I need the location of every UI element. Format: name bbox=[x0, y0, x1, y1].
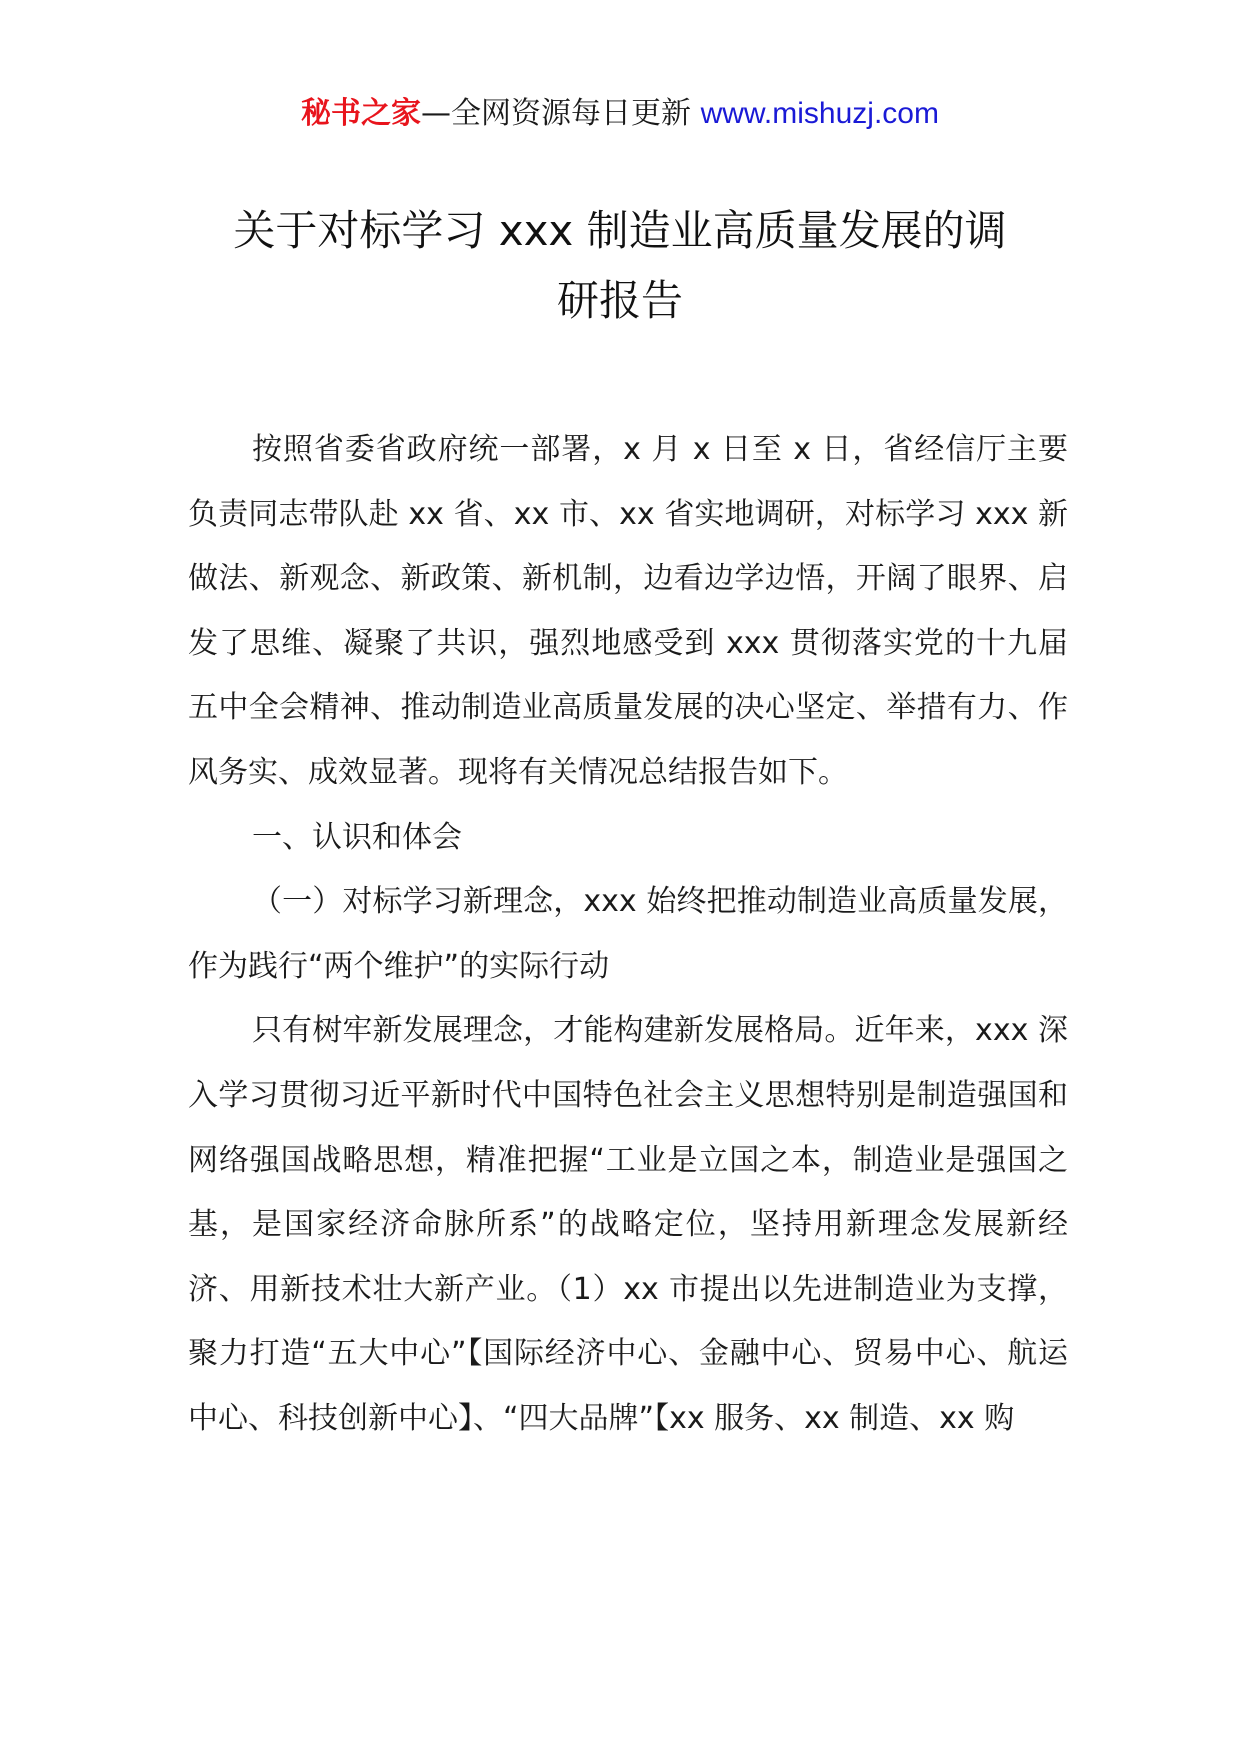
body-paragraph: 只有树牢新发展理念，才能构建新发展格局。近年来，xxx 深入学习贯彻习近平新时代中国特色社会主义思想特别是制造强国和网络强国战略思想，精准把握“工业是立国之本，制造业是强国之基，是国家经济命脉所系”的战略定位，坚持用新理念发展新经济、用新技术壮大新产业。（1）xx 市提出以先进制造业为支撑，聚力打造“五大中心”【国际经济中心、金融中心、贸易中心、航运中心、科技创新中心】、“四大品牌”【xx 服务、xx 制造、xx 购 bbox=[188, 1013, 1068, 1436]
brand-name: 秘书之家 bbox=[301, 96, 422, 131]
document-body bbox=[188, 418, 1068, 1452]
header-tagline: —全网资源每日更新 bbox=[421, 96, 701, 131]
intro-paragraph: 按照省委省政府统一部署，x 月 x 日至 x 日，省经信厅主要负责同志带队赴 xx 省、xx 市、xx 省实地调研，对标学习 xxx 新做法、新观念、新政策、新机制，边看边学边悟，开阔了眼界、启发了思维、凝聚了共识，强烈地感受到 xxx 贯彻落实党的十九届五中全会精神、推动制造业高质量发展的决心坚定、举措有力、作风务实、成效显著。现将有关情况总结报告如下。 bbox=[188, 432, 1068, 790]
document-title bbox=[188, 196, 1052, 336]
title-line-1: 关于对标学习 xxx 制造业高质量发展的调 bbox=[233, 206, 1007, 255]
subsection-heading: （一）对标学习新理念，xxx 始终把推动制造业高质量发展，作为践行“两个维护”的实际行动 bbox=[188, 884, 1068, 984]
title-line-2: 研报告 bbox=[556, 276, 683, 325]
site-url-link[interactable]: www.mishuzj.com bbox=[700, 97, 939, 130]
section-heading: 一、认识和体会 bbox=[252, 819, 462, 855]
site-header bbox=[0, 94, 1240, 134]
